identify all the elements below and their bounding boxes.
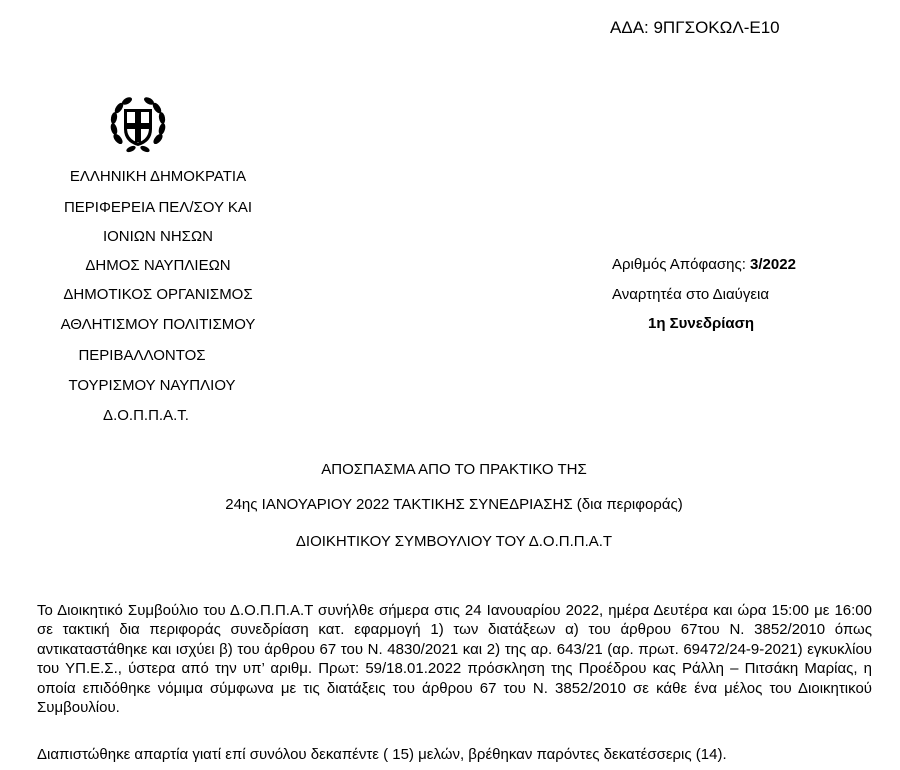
header-line: ΑΘΛΗΤΙΣΜΟΥ ΠΟΛΙΤΙΣΜΟΥ: [60, 316, 256, 333]
decision-number-label: Αριθμός Απόφασης:: [612, 256, 746, 273]
document-title-line-2: 24ης ΙΑΝΟΥΑΡΙΟΥ 2022 ΤΑΚΤΙΚΗΣ ΣΥΝΕΔΡΙΑΣΗΣ (δια περιφοράς): [225, 496, 683, 513]
header-line: ΠΕΡΙΒΑΛΛΟΝΤΟΣ: [78, 347, 206, 364]
document-title-line-3: ΔΙΟΙΚΗΤΙΚΟΥ ΣΥΜΒΟΥΛΙΟΥ ΤΟΥ Δ.Ο.Π.Π.Α.Τ: [295, 533, 613, 550]
header-line: ΤΟΥΡΙΣΜΟΥ ΝΑΥΠΛΙΟΥ: [68, 377, 236, 394]
decision-number: [612, 256, 796, 273]
header-line: ΙΟΝΙΩΝ ΝΗΣΩΝ: [102, 228, 214, 245]
body-paragraph-2: Διαπιστώθηκε απαρτία γιατί επί συνόλου δεκαπέντε ( 15) μελών, βρέθηκαν παρόντες δεκατέσσερις (14).: [37, 746, 727, 763]
document-title-line-1: ΑΠΟΣΠΑΣΜΑ ΑΠΟ ΤΟ ΠΡΑΚΤΙΚΟ ΤΗΣ: [321, 461, 587, 478]
session-label: 1η Συνεδρίαση: [648, 315, 755, 332]
header-line: Δ.Ο.Π.Π.Α.Τ.: [103, 407, 189, 424]
ada-code: ΑΔΑ: 9ΠΓΣΟΚΩΛ-Ε10: [610, 18, 780, 37]
body-paragraph-1: Το Διοικητικό Συμβούλιο του Δ.Ο.Π.Π.Α.Τ συνήλθε σήμερα στις 24 Ιανουαρίου 2022, ημέρα Δευτέρα και ώρα 15:00 με 16:00 σε τακτική δια περιφοράς συνεδρίαση κατ. εφαρμογή 1) των διατάξεων α) του άρθρου 67του Ν. 3852/2010 όπως αντικαταστάθηκε και ισχύει β) του άρθρου 67 του Ν. 4830/2021 και 2) της αρ. 643/21 (αρ. πρωτ. 69472/24-9-2021) εγκυκλίου του ΥΠ.Ε.Σ., ύστερα από την υπ’ αριθμ. Πρωτ: 59/18.01.2022 πρόσκληση της Προέδρου κας Ράλλη – Πιτσάκη Μαρίας, η οποία επιδόθηκε νόμιμα σύμφωνα με τις διατάξεις του άρθρου 67 του Ν. 3852/2010 σε κάθε ένα μέλος του Διοικητικού Συμβουλίου.: [37, 602, 872, 717]
header-line: ΕΛΛΗΝΙΚΗ ΔΗΜΟΚΡΑΤΙΑ: [69, 168, 247, 185]
posting-note: Αναρτητέα στο Διαύγεια: [612, 286, 770, 303]
header-line: ΔΗΜΟΣ ΝΑΥΠΛΙΕΩΝ: [85, 257, 231, 274]
decision-number-value: 3/2022: [750, 256, 796, 273]
header-line: ΔΗΜΟΤΙΚΟΣ ΟΡΓΑΝΙΣΜΟΣ: [63, 286, 253, 303]
greek-emblem-icon: [107, 95, 169, 157]
header-line: ΠΕΡΙΦΕΡΕΙΑ ΠΕΛ/ΣΟΥ ΚΑΙ: [63, 199, 253, 216]
